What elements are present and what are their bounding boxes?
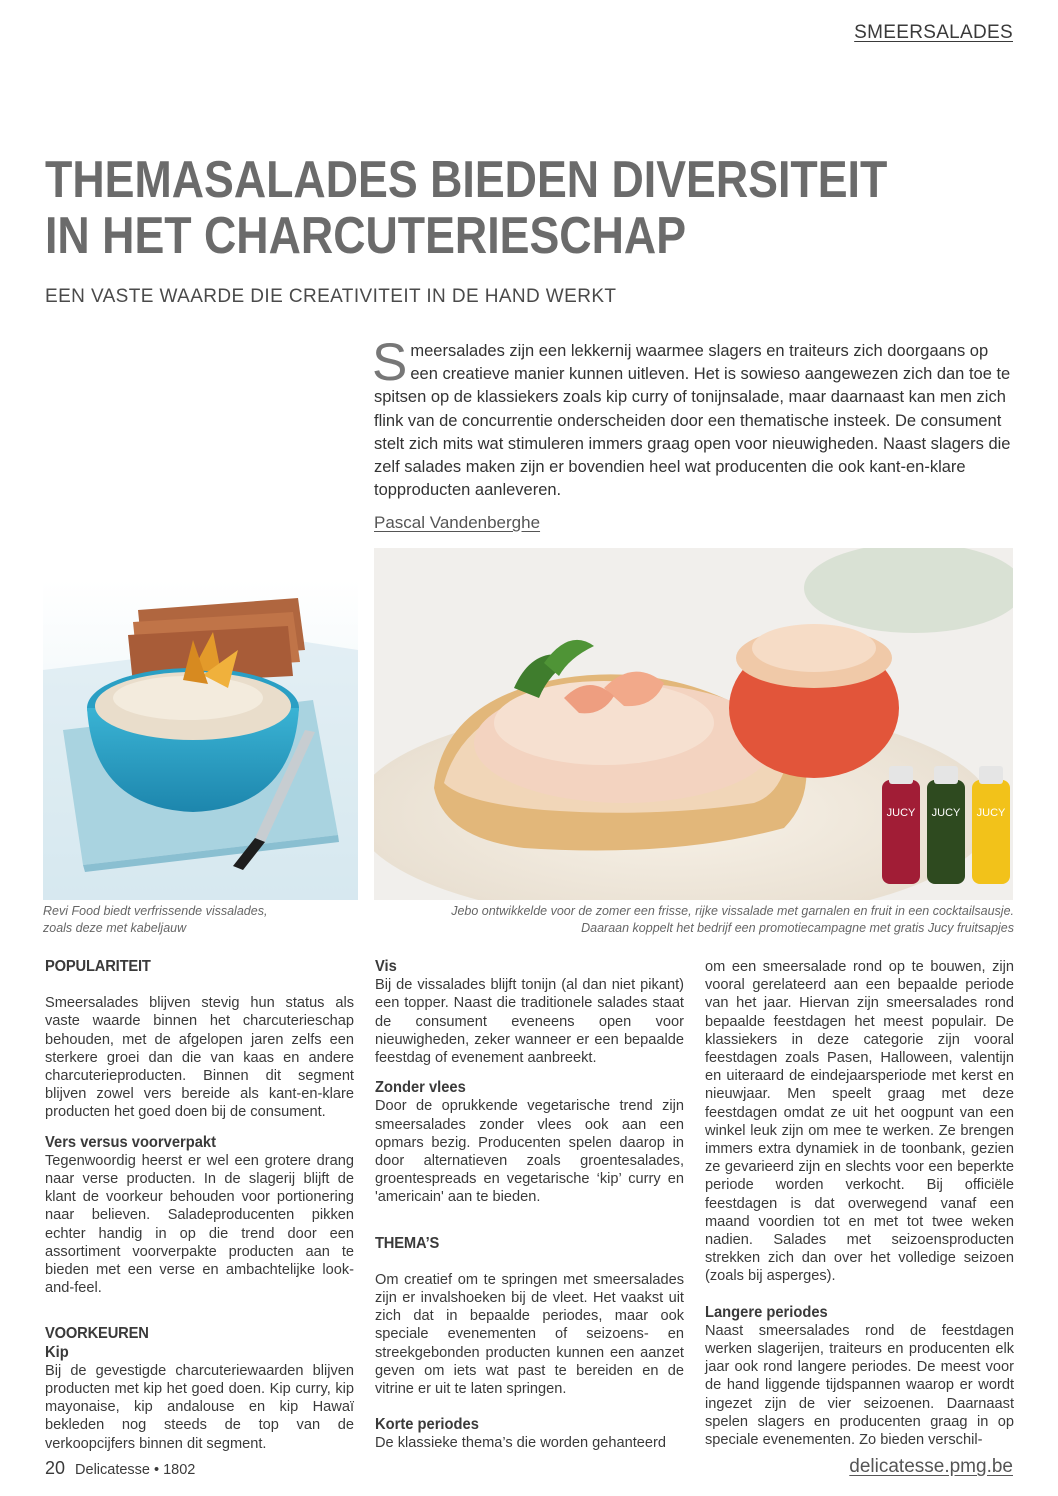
heading-no-meat: Zonder vlees [375, 1079, 466, 1097]
seafood-illustration [374, 548, 1013, 900]
page-number: 20 [45, 1458, 66, 1478]
heading-long-periods: Langere periodes [705, 1303, 828, 1321]
heading-chicken: Kip [45, 1343, 69, 1361]
author-name: Pascal Vandenberghe [374, 513, 541, 532]
article-title-line-1: THEMASALADES BIEDEN DIVERSITEIT [45, 151, 888, 209]
heading-fresh: Vers versus voorverpakt [45, 1133, 217, 1151]
heading-short-periods: Korte periodes [375, 1416, 479, 1434]
long-periods-text: Naast smeersalades rond de feestdagen werken slagerijen, traiteurs en producenten elk jaar ook rond langere periodes. De meest voor de hand liggende tijdspannen waarop er wordt ingezet zijn de vier seizoenen. Daarnaast spelen slagers en producenten graag in op speciale evenementen. Zo bieden verschil- [705, 1322, 1014, 1449]
photo-seafood-salad [374, 548, 1013, 900]
bottle-label-yellow: JUCY [976, 807, 1006, 819]
website-link[interactable]: delicatesse.pmg.be [849, 1456, 1013, 1477]
popularity-text: Smeersalades blijven stevig hun status als vaste waarde binnen het charcuterieschap behouden, met de afgelopen jaren zelfs een sterkere groei dan die van kaas en andere charcuterieproducten. Binnen dit segment blijven zowel vers bereide als kant-en-klare producten het goed doen bij de consument. [45, 995, 354, 1121]
caption-right [384, 903, 1014, 937]
lead-text: meersalades zijn een lekkernij waarmee slagers en traiteurs zich doorgaans op een creatieve manier kunnen uitleven. Het is sowieso aangewezen zich dan toe te spitsen op de klassiekers zoals kip curry of tonijnsalade, maar daarnaast kan men zich flink van de concurrentie onderscheiden door een thematische insteek. De consument stelt zich mits wat stimuleren immers graag open voor nieuwigheden. Naast slagers die zelf salades maken zijn er bovendien heel wat producenten die ook kant-en-klare topproducten aanleveren. [374, 342, 1011, 500]
article-title-line-2: IN HET CHARCUTERIESCHAP [45, 207, 687, 265]
no-meat-text: Door de oprukkende vegetarische trend zijn smeersalades zonder vlees ook aan een opmars bezig. Producenten spelen daarop in door alternatieven zoals groentesalades, groentespreads en vegetarische ‘kip’ curry en 'americain' aan te bieden. [375, 1098, 684, 1206]
footer-left [45, 1458, 195, 1479]
heading-popularity: POPULARITEIT [45, 958, 151, 975]
column-2 [375, 958, 684, 1453]
bottle-label-red: JUCY [886, 807, 916, 819]
fish-text: Bij de vissalades blijft tonijn (al dan niet pikant) een topper. Naast die traditionele salades staat de consument eveneens open voor nieuwigheden, zeker wanneer er een bepaalde feestdag of evenement aanbreekt. [375, 977, 684, 1067]
column-1 [45, 958, 354, 1453]
bottle-label-green: JUCY [931, 807, 961, 819]
caption-right-line-1: Jebo ontwikkelde voor de zomer een frisse, rijke vissalade met garnalen en fruit in een cocktailsausje. [451, 904, 1014, 918]
article-lead [372, 333, 1014, 502]
photo-fish-salad-bowl [43, 580, 358, 900]
column-3 [705, 958, 1014, 1449]
heading-fish: Vis [375, 958, 397, 975]
heading-preferences: VOORKEUREN [45, 1325, 149, 1343]
themes-text: Om creatief om te springen met smeersalades zijn er invalshoeken bij de vleet. Het vaakst uit zich dat in bepaalde periodes, maar ook speciale evenementen of seizoens- en streekgebonden producten kunnen een aanzet geven om iets wat past te bereiden en de vitrine er uit te laten springen. [375, 1271, 684, 1398]
article-title [45, 151, 888, 265]
article-subtitle: EEN VASTE WAARDE DIE CREATIVITEIT IN DE HAND WERKT [45, 286, 617, 307]
caption-left-line-1: Revi Food biedt verfrissende vissalades, [43, 904, 268, 918]
section-tag: SMEERSALADES [854, 22, 1013, 43]
heading-themes: THEMA’S [375, 1234, 440, 1252]
caption-right-line-2: Daaraan koppelt het bedrijf een promotiecampagne met gratis Jucy fruitsapjes [581, 921, 1014, 935]
caption-left [43, 903, 343, 937]
bowl-illustration [43, 580, 358, 900]
short-periods-text: De klassieke thema’s die worden gehanteerd [375, 1435, 666, 1452]
chicken-text: Bij de gevestigde charcuteriewaarden blijven producten met kip het goed doen. Kip curry, kip mayonaise, kip andalouse en kip Hawaï bekleden nog steeds de top van de verkoopcijfers binnen dit segment. [45, 1362, 354, 1452]
fresh-text: Tegenwoordig heerst er wel een grotere drang naar verse producten. In de slagerij blijft de klant de voorkeur behouden voor portionering naar believen. Saladeproducenten pikken echter handig in op die trend door een assortiment voorverpakte producten aan te bieden met een verse en ambachtelijke look-and-feel. [45, 1152, 354, 1297]
short-periods-continued: om een smeersalade rond op te bouwen, zijn vooral gerelateerd aan een bepaalde periode van het jaar. Hiervan zijn smeersalades rond bepaalde feestdagen het meest populair. De klassiekers in deze categorie zijn vooral feestdagen zoals Pasen, Halloween, valentijn en uiteraard de eindejaarsperiode met kerst en nieuwjaar. Men speelt graag met deze feestdagen omdat ze uit het oogpunt van een winkel leuk zijn om mee te werken. Ze brengen immers extra dynamiek in de toonbank, gezien ze gevarieerd zijn en slechts voor een beperkte periode worden verkocht. Bij officiële feestdagen is dat overwegend vanaf een maand voordien tot en met tot twee weken nadien. Salades met seizoensproducten strekken zich dan over het volledige seizoen (zoals bij asperges). [705, 959, 1014, 1285]
drop-cap: S [372, 333, 408, 392]
jucy-bottles [882, 766, 1010, 884]
caption-left-line-2: zoals deze met kabeljauw [43, 921, 187, 935]
publication-issue: Delicatesse • 1802 [75, 1462, 196, 1478]
